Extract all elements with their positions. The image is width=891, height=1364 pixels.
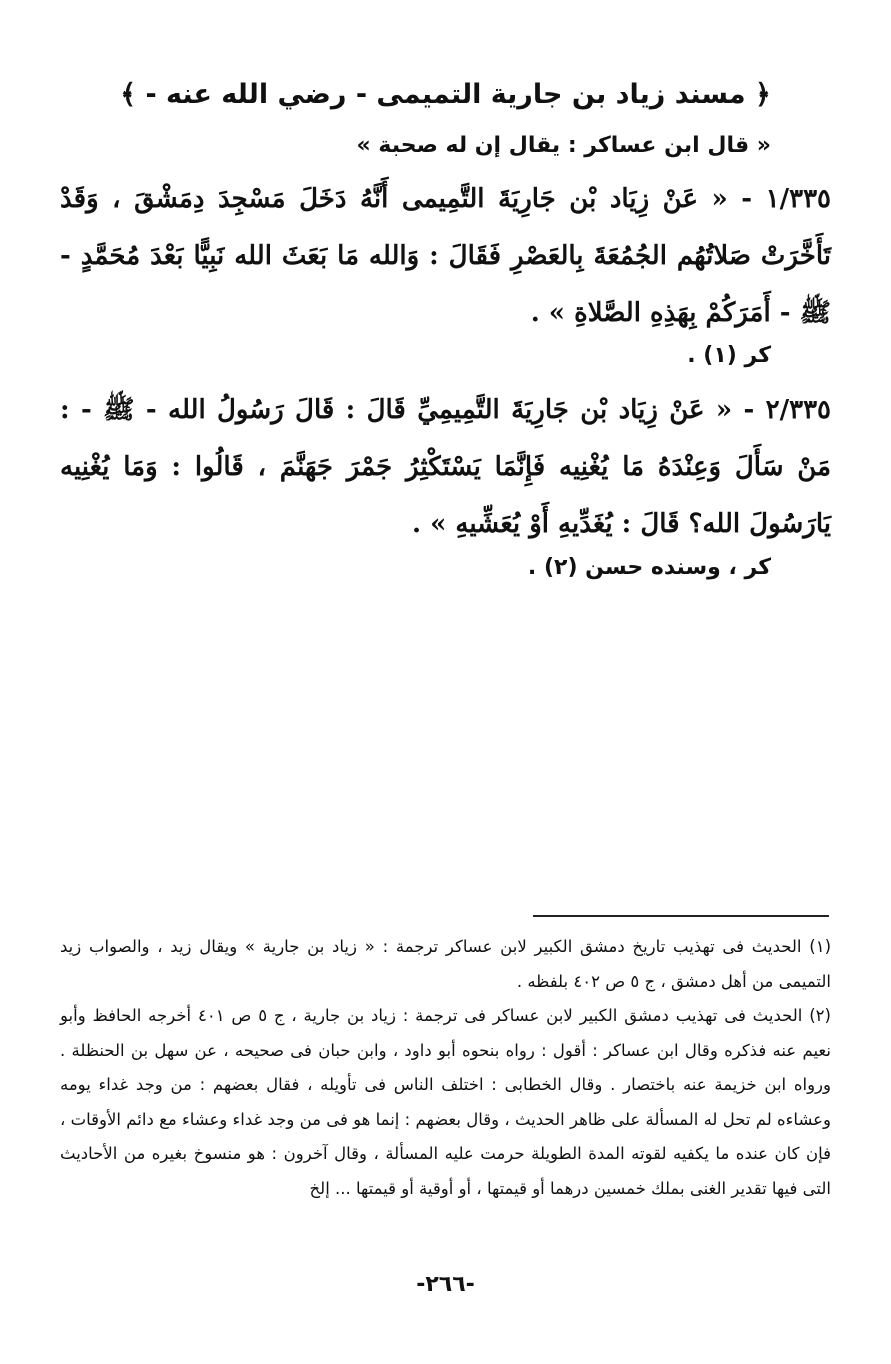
section-title: ﴿ مسند زياد بن جارية التميمى - رضي الله عنه - ﴾ [120, 79, 771, 110]
footnote-1: (١) الحديث فى تهذيب تاريخ دمشق الكبير لابن عساكر ترجمة : « زياد بن جارية » ويقال زيد ، والصواب زيد التميمى من أهل دمشق ، ج ٥ ص ٤٠٢ بلفظه . [60, 937, 831, 991]
page-number: -٢٦٦- [416, 1272, 475, 1297]
footnote-2: (٢) الحديث فى تهذيب دمشق الكبير لابن عساكر فى ترجمة : زياد بن جارية ، ج ٥ ص ٤٠١ أخرجه الحافظ وأبو نعيم عنه فذكره وقال ابن عساكر : أقول : رواه بنحوه أبو داود ، وابن حبان فى صحيحه ، عن سهل بن الحنظلة . ورواه ابن خزيمة عنه باختصار . وقال الخطابى : اختلف الناس فى تأويله ، فقال بعضهم : من وجد غداء يومه وعشاءه لم تحل له المسألة على ظاهر الحديث ، وقال بعضهم : إنما هو فى من وجد غداء وعشاء مع دائم الأوقات ، فإن كان عنده ما يكفيه لقوته المدة الطويلة حرمت عليه المسألة ، وقال آخرون : هو منسوخ بغيره من الأحاديث التى فيها تقدير الغنى بملك خمسين درهما أو قيمتها ، أو أوقية أو قيمتها ... إلخ [60, 1006, 831, 1198]
hadith-2-text: ٢/٣٣٥ - « عَنْ زِيَاد بْن جَارِيَةَ التَّمِيمِيِّ قَالَ : قَالَ رَسُولُ الله - ﷺ - : مَنْ سَأَلَ وَعِنْدَهُ مَا يُغْنِيه فَإِنَّمَا يَسْتَكْثِرُ جَمْرَ جَهَنَّمَ ، قَالُوا : وَمَا يُغْنِيه يَارَسُولَ الله؟ قَالَ : يُغَدِّيهِ أَوْ يُعَشِّيهِ » . [60, 395, 831, 539]
hadith-1-source: كر (١) . [687, 343, 771, 368]
hadith-1-text: ١/٣٣٥ - « عَنْ زِيَاد بْن جَارِيَةَ التَّمِيمى أَنَّهُ دَخَلَ مَسْجِدَ دِمَشْقَ ، وَقَدْ تَأَخَّرَتْ صَلاتُهُم الجُمُعَةَ بِالعَصْرِ فَقَالَ : وَالله مَا بَعَثَ الله نَبِيًّا بَعْدَ مُحَمَّدٍ - ﷺ - أَمَرَكُمْ بِهَذِهِ الصَّلاةِ » . [60, 184, 831, 328]
footnote-separator [533, 915, 829, 917]
section-subtitle: « قال ابن عساكر : يقال إن له صحبة » [356, 133, 771, 158]
footnotes [60, 930, 831, 1206]
hadith-2-source: كر ، وسنده حسن (٢) . [527, 555, 771, 580]
